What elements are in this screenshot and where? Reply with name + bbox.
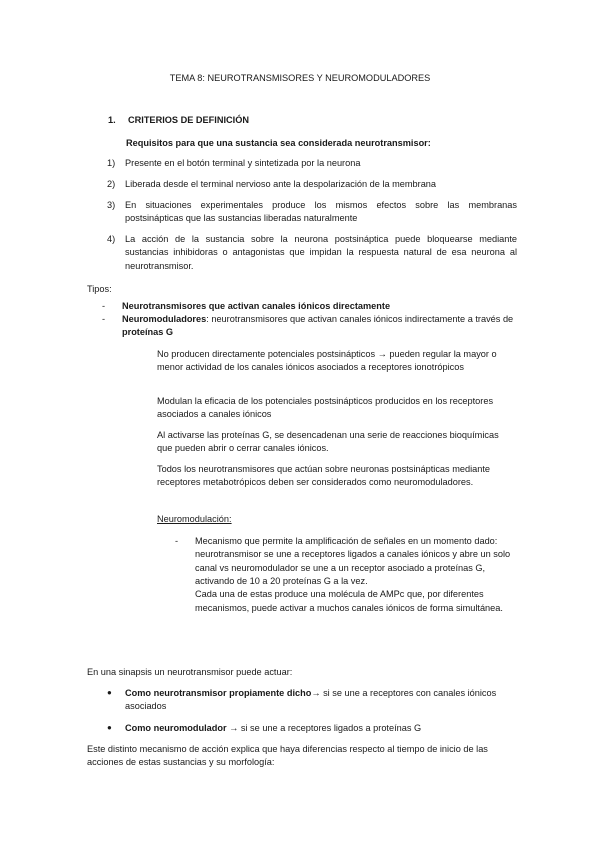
- sinapsis-item: [107, 687, 517, 714]
- tipo-bold2: proteínas G: [122, 327, 174, 338]
- section-heading-text: CRITERIOS DE DEFINICIÓN: [128, 115, 249, 125]
- criteria-text: Liberada desde el terminal nervioso ante la despolarización de la membrana: [125, 179, 437, 189]
- section-heading: [108, 114, 249, 127]
- neuromodulacion-line: neurotransmisor se une a receptores ligados a canales iónicos y abre un solo canal vs neuromodulador se une a un receptor asociado a proteínas G, activando de 10 a 20 proteínas G a la vez.: [195, 549, 511, 587]
- tipo-rest: : neurotransmisores que activan canales iónicos indirectamente a través de: [206, 314, 514, 324]
- neuromod-paragraph: Modulan la eficacia de los potenciales postsinápticos producidos en los receptores asociados a canales iónicos: [157, 396, 494, 420]
- tipo-item: [102, 313, 522, 340]
- criteria-item: [107, 199, 517, 226]
- neuromodulacion-item: [175, 535, 515, 615]
- criteria-item: [107, 178, 517, 191]
- bullet-marker: ●: [107, 723, 112, 732]
- neuromodulacion-heading: Neuromodulación:: [157, 514, 232, 524]
- criteria-text: La acción de la sustancia sobre la neurona postsináptica puede bloquearse mediante sustancias inhibidoras o antagonistas que impidan la respuesta natural de esa neurona al neurotransmisor.: [125, 234, 517, 271]
- tipo-bold: Neuromoduladores: [122, 314, 207, 324]
- closing-paragraph: Este distinto mecanismo de acción explica que haya diferencias respecto al tiempo de inicio de las acciones de estas sustancias y su morfología:: [87, 744, 488, 768]
- criteria-number: 2): [107, 179, 116, 189]
- criteria-number: 3): [107, 200, 116, 210]
- criteria-item: [107, 233, 517, 273]
- neuromodulacion-line: Mecanismo que permite la amplificación de señales en un momento dado:: [195, 536, 498, 546]
- dash-marker: -: [175, 536, 179, 546]
- tipo-item: [102, 300, 522, 313]
- criteria-number: 4): [107, 234, 116, 244]
- sinapsis-rest: → si se une a receptores con canales iónicos asociados: [125, 688, 497, 712]
- sinapsis-rest: → si se une a receptores ligados a proteínas G: [226, 723, 422, 733]
- requisitos-heading: Requisitos para que una sustancia sea considerada neurotransmisor:: [126, 138, 431, 148]
- criteria-text: En situaciones experimentales produce los mismos efectos sobre las membranas postsinápticas que las sustancias liberadas naturalmente: [125, 200, 517, 224]
- sinapsis-bold: Como neurotransmisor propiamente dicho: [125, 688, 312, 698]
- page-title: TEMA 8: NEUROTRANSMISORES Y NEUROMODULADORES: [169, 73, 431, 83]
- dash-marker: -: [102, 301, 106, 311]
- neuromod-paragraph: No producen directamente potenciales postsinápticos → pueden regular la mayor o menor actividad de los canales iónicos asociados a receptores ionotrópicos: [157, 349, 497, 373]
- neuromod-paragraph: Al activarse las proteínas G, se desencadenan una serie de reacciones bioquímicas que pueden abrir o cerrar canales iónicos.: [157, 430, 499, 454]
- neuromodulacion-line: Cada una de estas produce una molécula de AMPc que, por diferentes mecanismos, puede activar a muchos canales iónicos de forma simultánea.: [195, 589, 503, 613]
- sinapsis-bold: Como neuromodulador: [125, 723, 227, 733]
- dash-marker: -: [102, 314, 106, 324]
- criteria-item: [107, 157, 517, 170]
- tipos-label: Tipos:: [87, 284, 112, 294]
- bullet-marker: ●: [107, 688, 112, 697]
- section-number: 1.: [108, 115, 116, 125]
- sinapsis-intro: En una sinapsis un neurotransmisor puede actuar:: [87, 667, 293, 677]
- criteria-number: 1): [107, 158, 116, 168]
- neuromod-paragraph: Todos los neurotransmisores que actúan sobre neuronas postsinápticas mediante receptores metabotrópicos deben ser considerados como neuromoduladores.: [157, 464, 490, 488]
- criteria-text: Presente en el botón terminal y sintetizada por la neurona: [125, 158, 361, 168]
- sinapsis-item: [107, 722, 517, 735]
- tipo-bold: Neurotransmisores que activan canales iónicos directamente: [122, 301, 391, 311]
